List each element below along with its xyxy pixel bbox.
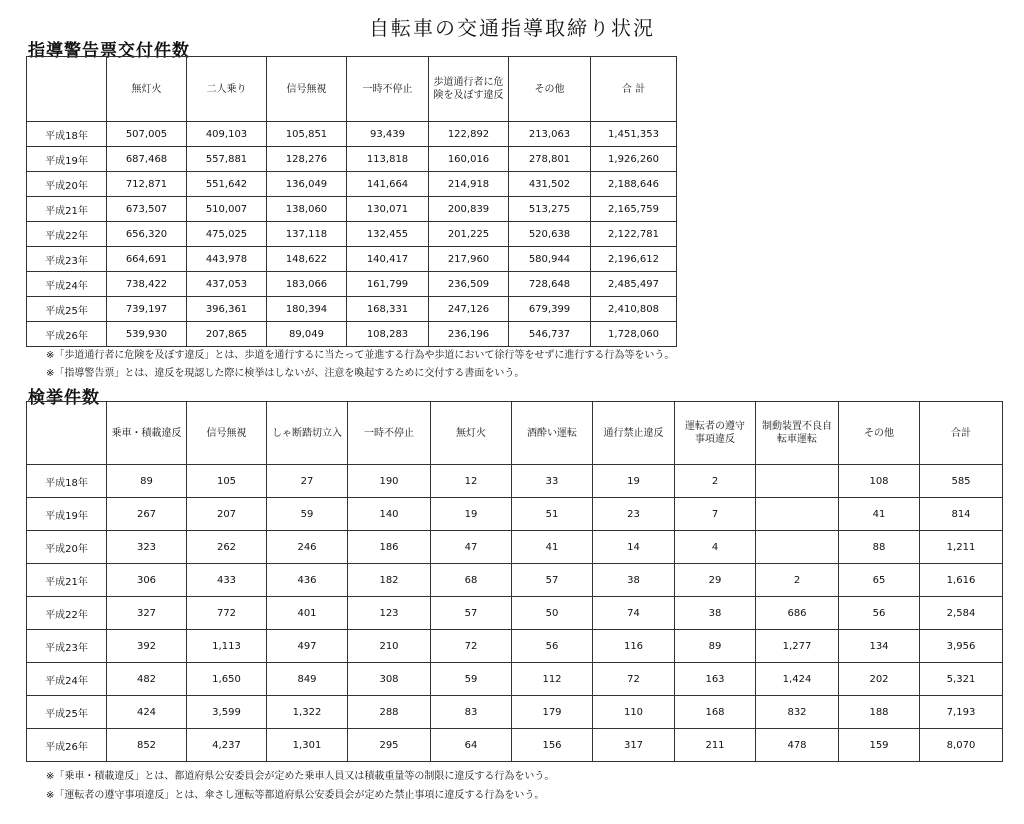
table-cell: 510,007 xyxy=(187,197,267,222)
table-cell: 214,918 xyxy=(429,172,509,197)
table-cell: 12 xyxy=(431,465,512,498)
warning-table-row xyxy=(27,322,677,347)
table-cell xyxy=(756,498,839,531)
table-cell: 160,016 xyxy=(429,147,509,172)
table-cell: 852 xyxy=(107,729,187,762)
table-cell: 2,165,759 xyxy=(591,197,677,222)
column-header: 一時不停止 xyxy=(348,402,431,465)
table-cell: 110 xyxy=(593,696,675,729)
table-cell: 207,865 xyxy=(187,322,267,347)
row-year-label: 平成19年 xyxy=(27,498,107,531)
table-cell: 306 xyxy=(107,564,187,597)
table-cell: 585 xyxy=(920,465,1003,498)
table-cell: 437,053 xyxy=(187,272,267,297)
arrest-table-row xyxy=(27,531,1003,564)
table-cell: 210 xyxy=(348,630,431,663)
table-cell: 148,622 xyxy=(267,247,347,272)
table-cell: 8,070 xyxy=(920,729,1003,762)
table-cell: 105 xyxy=(187,465,267,498)
table-cell: 507,005 xyxy=(107,122,187,147)
row-year-label: 平成21年 xyxy=(27,564,107,597)
table-cell: 3,956 xyxy=(920,630,1003,663)
table-cell: 2,188,646 xyxy=(591,172,677,197)
table-cell: 136,049 xyxy=(267,172,347,197)
warning-table-row xyxy=(27,247,677,272)
arrest-note-2: ※「運転者の遵守事項違反」とは、傘さし運転等都道府県公安委員会が定めた禁止事項に違反する行為をいう。 xyxy=(46,790,545,801)
table-cell: 686 xyxy=(756,597,839,630)
table-cell: 89,049 xyxy=(267,322,347,347)
table-cell: 557,881 xyxy=(187,147,267,172)
table-cell: 4 xyxy=(675,531,756,564)
table-cell: 186 xyxy=(348,531,431,564)
table-cell: 308 xyxy=(348,663,431,696)
column-header: 運転者の遵守事項違反 xyxy=(675,402,756,465)
column-header: 信号無視 xyxy=(187,402,267,465)
column-header: 二人乗り xyxy=(187,57,267,122)
table-cell: 41 xyxy=(839,498,920,531)
table-cell: 1,322 xyxy=(267,696,348,729)
warning-section-heading: 指導警告票交付件数 xyxy=(28,41,190,61)
table-cell: 475,025 xyxy=(187,222,267,247)
table-cell: 482 xyxy=(107,663,187,696)
row-year-label: 平成18年 xyxy=(27,465,107,498)
column-header: しゃ断踏切立入 xyxy=(267,402,348,465)
arrest-table xyxy=(26,401,1003,762)
table-cell: 520,638 xyxy=(509,222,591,247)
table-cell: 288 xyxy=(348,696,431,729)
arrest-table-row xyxy=(27,597,1003,630)
warning-table-row xyxy=(27,297,677,322)
table-cell: 497 xyxy=(267,630,348,663)
table-cell: 213,063 xyxy=(509,122,591,147)
table-cell: 64 xyxy=(431,729,512,762)
table-cell: 168,331 xyxy=(347,297,429,322)
table-cell: 19 xyxy=(593,465,675,498)
warning-table-row xyxy=(27,122,677,147)
table-cell: 396,361 xyxy=(187,297,267,322)
table-cell: 116 xyxy=(593,630,675,663)
table-cell: 137,118 xyxy=(267,222,347,247)
table-cell: 33 xyxy=(512,465,593,498)
table-cell: 122,892 xyxy=(429,122,509,147)
table-cell: 74 xyxy=(593,597,675,630)
arrest-table-row xyxy=(27,465,1003,498)
arrest-table-row xyxy=(27,663,1003,696)
arrest-table-header-row xyxy=(27,402,1003,465)
table-cell: 236,509 xyxy=(429,272,509,297)
warning-table-row xyxy=(27,222,677,247)
column-header: その他 xyxy=(839,402,920,465)
warning-table-header-row xyxy=(27,57,677,122)
table-cell: 23 xyxy=(593,498,675,531)
table-cell: 2 xyxy=(756,564,839,597)
column-header: 乗車・積載違反 xyxy=(107,402,187,465)
row-year-label: 平成23年 xyxy=(27,247,107,272)
table-cell: 140,417 xyxy=(347,247,429,272)
table-cell: 161,799 xyxy=(347,272,429,297)
table-cell: 180,394 xyxy=(267,297,347,322)
column-header: 合 計 xyxy=(591,57,677,122)
column-header: 合計 xyxy=(920,402,1003,465)
row-year-label: 平成20年 xyxy=(27,172,107,197)
column-header: その他 xyxy=(509,57,591,122)
table-cell: 59 xyxy=(431,663,512,696)
table-cell: 2,584 xyxy=(920,597,1003,630)
column-header: 歩道通行者に危険を及ぼす違反 xyxy=(429,57,509,122)
table-cell: 140 xyxy=(348,498,431,531)
table-cell: 262 xyxy=(187,531,267,564)
table-cell: 2,485,497 xyxy=(591,272,677,297)
table-cell: 246 xyxy=(267,531,348,564)
table-cell: 1,277 xyxy=(756,630,839,663)
table-cell: 317 xyxy=(593,729,675,762)
table-cell: 112 xyxy=(512,663,593,696)
column-header: 信号無視 xyxy=(267,57,347,122)
table-cell: 7 xyxy=(675,498,756,531)
table-cell: 113,818 xyxy=(347,147,429,172)
table-cell: 201,225 xyxy=(429,222,509,247)
arrest-table-row xyxy=(27,729,1003,762)
table-cell: 105,851 xyxy=(267,122,347,147)
table-cell: 832 xyxy=(756,696,839,729)
table-cell: 138,060 xyxy=(267,197,347,222)
table-cell: 1,424 xyxy=(756,663,839,696)
table-cell: 679,399 xyxy=(509,297,591,322)
table-cell: 1,301 xyxy=(267,729,348,762)
row-year-label: 平成25年 xyxy=(27,696,107,729)
row-year-label: 平成23年 xyxy=(27,630,107,663)
column-header: 酒酔い運転 xyxy=(512,402,593,465)
row-year-label: 平成22年 xyxy=(27,222,107,247)
table-cell: 72 xyxy=(431,630,512,663)
table-cell: 546,737 xyxy=(509,322,591,347)
table-cell: 849 xyxy=(267,663,348,696)
table-cell: 159 xyxy=(839,729,920,762)
column-header: 通行禁止違反 xyxy=(593,402,675,465)
table-cell: 59 xyxy=(267,498,348,531)
table-cell: 179 xyxy=(512,696,593,729)
table-cell: 409,103 xyxy=(187,122,267,147)
table-cell: 14 xyxy=(593,531,675,564)
table-cell: 108 xyxy=(839,465,920,498)
arrest-note-1: ※「乗車・積載違反」とは、都道府県公安委員会が定めた乗車人員又は積載重量等の制限に違反する行為をいう。 xyxy=(46,771,555,782)
table-cell: 182 xyxy=(348,564,431,597)
table-cell: 29 xyxy=(675,564,756,597)
arrest-table-row xyxy=(27,630,1003,663)
table-cell: 580,944 xyxy=(509,247,591,272)
warning-table-row xyxy=(27,172,677,197)
table-cell: 89 xyxy=(107,465,187,498)
table-cell: 1,728,060 xyxy=(591,322,677,347)
table-cell: 57 xyxy=(431,597,512,630)
table-cell: 656,320 xyxy=(107,222,187,247)
table-cell: 513,275 xyxy=(509,197,591,222)
table-cell: 202 xyxy=(839,663,920,696)
row-year-label: 平成26年 xyxy=(27,322,107,347)
table-cell: 41 xyxy=(512,531,593,564)
warning-table-row xyxy=(27,197,677,222)
table-cell: 1,451,353 xyxy=(591,122,677,147)
table-cell: 128,276 xyxy=(267,147,347,172)
table-cell: 88 xyxy=(839,531,920,564)
table-cell: 478 xyxy=(756,729,839,762)
table-cell: 2 xyxy=(675,465,756,498)
arrest-table-row xyxy=(27,498,1003,531)
table-cell: 236,196 xyxy=(429,322,509,347)
table-cell: 190 xyxy=(348,465,431,498)
table-cell: 132,455 xyxy=(347,222,429,247)
table-cell: 673,507 xyxy=(107,197,187,222)
arrest-section-heading: 検挙件数 xyxy=(28,388,100,408)
table-cell: 57 xyxy=(512,564,593,597)
table-cell: 739,197 xyxy=(107,297,187,322)
table-cell: 431,502 xyxy=(509,172,591,197)
row-year-label: 平成26年 xyxy=(27,729,107,762)
table-cell: 392 xyxy=(107,630,187,663)
table-cell: 401 xyxy=(267,597,348,630)
row-year-label: 平成24年 xyxy=(27,663,107,696)
table-cell: 295 xyxy=(348,729,431,762)
row-year-label: 平成21年 xyxy=(27,197,107,222)
table-cell: 1,616 xyxy=(920,564,1003,597)
table-cell: 687,468 xyxy=(107,147,187,172)
table-cell: 27 xyxy=(267,465,348,498)
table-cell: 2,122,781 xyxy=(591,222,677,247)
table-cell: 200,839 xyxy=(429,197,509,222)
table-cell: 211 xyxy=(675,729,756,762)
table-cell: 814 xyxy=(920,498,1003,531)
table-cell: 65 xyxy=(839,564,920,597)
table-cell: 772 xyxy=(187,597,267,630)
table-cell: 424 xyxy=(107,696,187,729)
table-cell: 1,650 xyxy=(187,663,267,696)
table-cell: 2,410,808 xyxy=(591,297,677,322)
table-cell: 56 xyxy=(839,597,920,630)
table-cell: 123 xyxy=(348,597,431,630)
column-header: 制動装置不良自転車運転 xyxy=(756,402,839,465)
table-cell: 1,113 xyxy=(187,630,267,663)
row-year-label: 平成18年 xyxy=(27,122,107,147)
table-cell: 163 xyxy=(675,663,756,696)
table-cell: 56 xyxy=(512,630,593,663)
table-cell: 443,978 xyxy=(187,247,267,272)
table-cell: 130,071 xyxy=(347,197,429,222)
table-cell: 50 xyxy=(512,597,593,630)
table-cell: 247,126 xyxy=(429,297,509,322)
warning-table-row xyxy=(27,272,677,297)
table-cell: 1,926,260 xyxy=(591,147,677,172)
table-cell: 738,422 xyxy=(107,272,187,297)
table-cell: 68 xyxy=(431,564,512,597)
warning-note-2: ※「指導警告票」とは、違反を現認した際に検挙はしないが、注意を喚起するために交付する書面をいう。 xyxy=(46,368,525,379)
table-cell: 433 xyxy=(187,564,267,597)
arrest-table-row xyxy=(27,564,1003,597)
table-cell: 38 xyxy=(675,597,756,630)
table-cell: 2,196,612 xyxy=(591,247,677,272)
table-cell: 436 xyxy=(267,564,348,597)
row-year-label: 平成19年 xyxy=(27,147,107,172)
warning-note-1: ※「歩道通行者に危険を及ぼす違反」とは、歩道を通行するに当たって並進する行為や歩道において徐行等をせずに進行する行為等をいう。 xyxy=(46,350,675,361)
table-cell: 327 xyxy=(107,597,187,630)
table-cell: 93,439 xyxy=(347,122,429,147)
table-cell: 156 xyxy=(512,729,593,762)
table-cell: 83 xyxy=(431,696,512,729)
table-cell: 217,960 xyxy=(429,247,509,272)
table-cell: 183,066 xyxy=(267,272,347,297)
row-year-label: 平成25年 xyxy=(27,297,107,322)
table-cell: 664,691 xyxy=(107,247,187,272)
warning-table-row xyxy=(27,147,677,172)
table-cell: 5,321 xyxy=(920,663,1003,696)
table-cell: 72 xyxy=(593,663,675,696)
table-cell xyxy=(756,531,839,564)
column-header xyxy=(27,57,107,122)
table-cell: 19 xyxy=(431,498,512,531)
table-cell: 108,283 xyxy=(347,322,429,347)
table-cell: 4,237 xyxy=(187,729,267,762)
column-header xyxy=(27,402,107,465)
page-title: 自転車の交通指導取締り状況 xyxy=(369,16,655,40)
table-cell: 89 xyxy=(675,630,756,663)
warning-table xyxy=(26,56,677,347)
table-cell: 323 xyxy=(107,531,187,564)
table-cell: 539,930 xyxy=(107,322,187,347)
table-cell: 3,599 xyxy=(187,696,267,729)
table-cell: 712,871 xyxy=(107,172,187,197)
table-cell: 134 xyxy=(839,630,920,663)
table-cell: 267 xyxy=(107,498,187,531)
table-cell xyxy=(756,465,839,498)
table-cell: 38 xyxy=(593,564,675,597)
table-cell: 51 xyxy=(512,498,593,531)
table-cell: 551,642 xyxy=(187,172,267,197)
row-year-label: 平成24年 xyxy=(27,272,107,297)
column-header: 一時不停止 xyxy=(347,57,429,122)
table-cell: 1,211 xyxy=(920,531,1003,564)
table-cell: 7,193 xyxy=(920,696,1003,729)
table-cell: 207 xyxy=(187,498,267,531)
table-cell: 47 xyxy=(431,531,512,564)
table-cell: 278,801 xyxy=(509,147,591,172)
row-year-label: 平成22年 xyxy=(27,597,107,630)
table-cell: 141,664 xyxy=(347,172,429,197)
table-cell: 728,648 xyxy=(509,272,591,297)
table-cell: 188 xyxy=(839,696,920,729)
table-cell: 168 xyxy=(675,696,756,729)
row-year-label: 平成20年 xyxy=(27,531,107,564)
column-header: 無灯火 xyxy=(431,402,512,465)
arrest-table-row xyxy=(27,696,1003,729)
column-header: 無灯火 xyxy=(107,57,187,122)
